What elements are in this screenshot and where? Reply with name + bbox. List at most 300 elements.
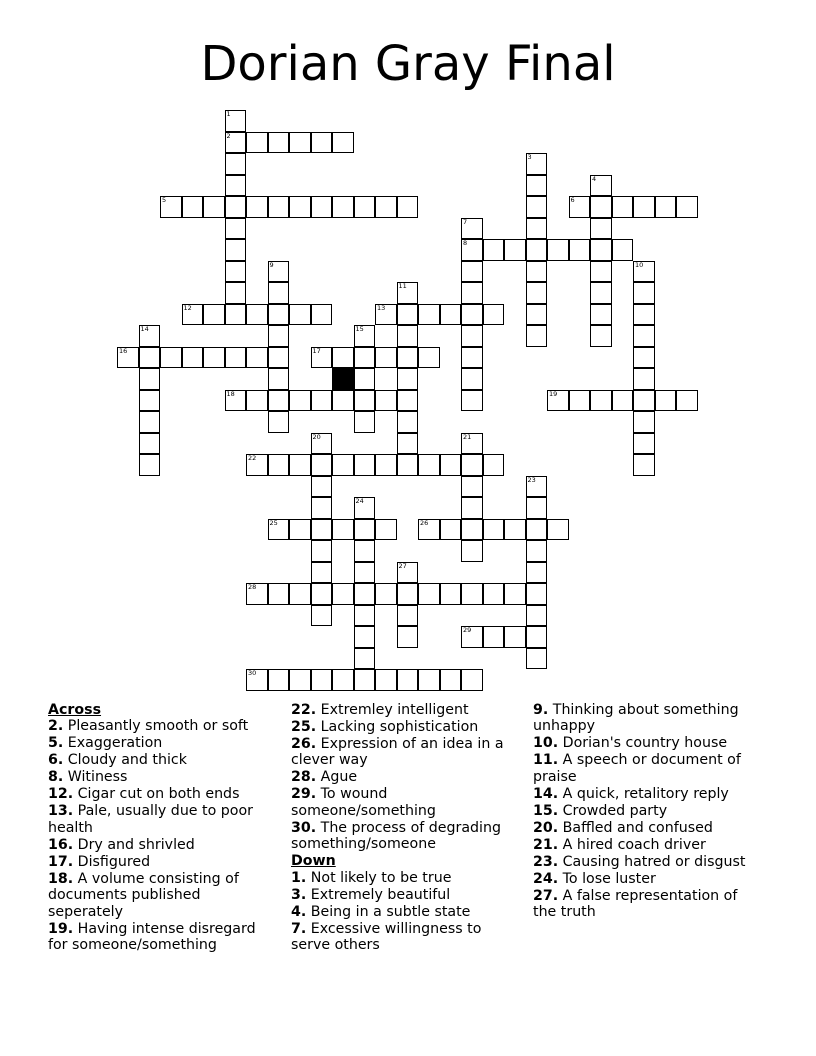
grid-cell[interactable]: [182, 304, 204, 326]
clue-item: [291, 820, 519, 853]
grid-cell[interactable]: [676, 196, 698, 218]
clue-item: [533, 871, 763, 887]
clue-item: [533, 752, 763, 785]
grid-cell[interactable]: [461, 583, 483, 605]
grid-cell[interactable]: [225, 132, 247, 154]
clue-item-number: 2.: [48, 718, 64, 735]
grid-cell[interactable]: [526, 175, 548, 197]
clue-item-text: Crowded party: [558, 802, 668, 819]
down-clue-list-continued: [533, 702, 763, 921]
grid-cell[interactable]: [246, 196, 268, 218]
grid-cell[interactable]: [526, 282, 548, 304]
grid-cell[interactable]: [246, 669, 268, 691]
clue-item-text: Cloudy and thick: [63, 752, 187, 769]
grid-cell[interactable]: [526, 239, 548, 261]
grid-cell[interactable]: [225, 261, 247, 283]
clue-item-text: A volume consisting of documents published seperately: [48, 870, 239, 920]
grid-cell[interactable]: [590, 261, 612, 283]
clue-item-text: Extremely beautiful: [306, 886, 451, 903]
grid-cell[interactable]: [203, 347, 225, 369]
grid-cell[interactable]: [354, 497, 376, 519]
grid-cell[interactable]: [246, 583, 268, 605]
puzzle-title: Dorian Gray Final: [200, 36, 616, 92]
clue-item-number: 3.: [291, 886, 307, 903]
grid-cell[interactable]: [633, 390, 655, 412]
grid-cell[interactable]: [633, 411, 655, 433]
grid-cell[interactable]: [182, 347, 204, 369]
grid-cell[interactable]: [203, 196, 225, 218]
grid-cell[interactable]: [332, 347, 354, 369]
grid-cell[interactable]: [440, 669, 462, 691]
clue-number: 1: [226, 110, 231, 118]
grid-cell[interactable]: [354, 347, 376, 369]
grid-cell[interactable]: [461, 390, 483, 412]
grid-cell[interactable]: [311, 669, 333, 691]
grid-cell[interactable]: [354, 454, 376, 476]
grid-cell[interactable]: [375, 583, 397, 605]
clue-item: [48, 854, 273, 870]
clue-item-text: Thinking about something unhappy: [533, 702, 739, 735]
clue-number: 10: [635, 260, 644, 269]
across-heading: Across: [48, 702, 102, 718]
grid-cell[interactable]: [375, 347, 397, 369]
grid-cell[interactable]: [375, 196, 397, 218]
clue-item-number: 12.: [48, 786, 74, 803]
grid-cell[interactable]: [526, 196, 548, 218]
clue-item-text: Having intense disregard for someone/something: [48, 920, 256, 954]
grid-cell[interactable]: [504, 626, 526, 648]
grid-cell[interactable]: [655, 196, 677, 218]
grid-cell[interactable]: [676, 390, 698, 412]
grid-cell[interactable]: [418, 347, 440, 369]
clue-number: 5: [162, 196, 167, 204]
grid-cell[interactable]: [246, 390, 268, 412]
grid-cell[interactable]: [547, 390, 569, 412]
grid-cell[interactable]: [633, 347, 655, 369]
grid-cell[interactable]: [311, 562, 333, 584]
clue-item-number: 16.: [48, 836, 74, 853]
clue-item-text: Expression of an idea in a clever way: [291, 736, 504, 769]
grid-cell[interactable]: [268, 519, 290, 541]
grid-cell[interactable]: [268, 454, 290, 476]
grid-cell[interactable]: [569, 390, 591, 412]
grid-cell[interactable]: [461, 325, 483, 347]
clue-number: 22: [248, 454, 257, 462]
clue-item-number: 5.: [48, 735, 64, 752]
grid-cell[interactable]: [203, 304, 225, 326]
grid-cell[interactable]: [332, 196, 354, 218]
grid-cell[interactable]: [246, 132, 268, 154]
grid-cell[interactable]: [375, 304, 397, 326]
clue-number: 24: [355, 497, 364, 505]
clue-item: [533, 702, 763, 735]
grid-cell[interactable]: [354, 669, 376, 691]
grid-cell[interactable]: [332, 669, 354, 691]
grid-cell[interactable]: [268, 282, 290, 304]
clue-number: 28: [248, 583, 257, 591]
clue-item: [291, 736, 519, 769]
clue-item-text: Exaggeration: [63, 735, 163, 752]
grid-cell[interactable]: [590, 390, 612, 412]
grid-cell[interactable]: [375, 669, 397, 691]
clue-item-number: 27.: [533, 887, 559, 904]
grid-cell[interactable]: [526, 304, 548, 326]
grid-cell[interactable]: [440, 454, 462, 476]
grid-cell[interactable]: [354, 196, 376, 218]
clue-item: [291, 887, 519, 903]
grid-cell[interactable]: [461, 497, 483, 519]
grid-cell[interactable]: [461, 218, 483, 240]
clue-number: 6: [570, 196, 575, 204]
grid-cell[interactable]: [526, 540, 548, 562]
grid-cell[interactable]: [268, 196, 290, 218]
grid-cell[interactable]: [268, 368, 290, 390]
grid-cell[interactable]: [354, 368, 376, 390]
grid-cell[interactable]: [225, 304, 247, 326]
grid-cell[interactable]: [332, 132, 354, 154]
grid-cell[interactable]: [418, 454, 440, 476]
grid-cell[interactable]: [461, 304, 483, 326]
grid-cell[interactable]: [139, 454, 161, 476]
grid-cell[interactable]: [354, 583, 376, 605]
grid-cell[interactable]: [311, 497, 333, 519]
grid-cell[interactable]: [289, 583, 311, 605]
grid-cell[interactable]: [526, 605, 548, 627]
grid-cell[interactable]: [311, 476, 333, 498]
clue-item: [533, 837, 763, 853]
grid-cell[interactable]: [268, 583, 290, 605]
clue-item-number: 15.: [533, 802, 559, 819]
grid-cell[interactable]: [461, 669, 483, 691]
clue-item-text: To wound someone/something: [291, 786, 436, 819]
clue-item-text: Pale, usually due to poor health: [48, 803, 253, 836]
grid-cell[interactable]: [311, 132, 333, 154]
grid-cell[interactable]: [397, 626, 419, 648]
clue-number: 17: [312, 346, 321, 355]
grid-cell[interactable]: [311, 196, 333, 218]
grid-cell[interactable]: [354, 390, 376, 412]
clue-number: 30: [248, 669, 257, 677]
grid-cell[interactable]: [225, 239, 247, 261]
grid-cell[interactable]: [461, 261, 483, 283]
grid-cell[interactable]: [289, 196, 311, 218]
grid-cell[interactable]: [483, 239, 505, 261]
grid-cell[interactable]: [633, 282, 655, 304]
grid-cell[interactable]: [440, 519, 462, 541]
clue-item-text: Ague: [316, 769, 358, 786]
grid-cell[interactable]: [526, 261, 548, 283]
grid-cell[interactable]: [483, 583, 505, 605]
grid-cell[interactable]: [225, 196, 247, 218]
grid-cell[interactable]: [418, 519, 440, 541]
grid-cell[interactable]: [418, 583, 440, 605]
grid-cell[interactable]: [397, 390, 419, 412]
grid-cell[interactable]: [268, 261, 290, 283]
grid-cell[interactable]: [612, 390, 634, 412]
clue-item-number: 25.: [291, 719, 317, 735]
grid-cell[interactable]: [440, 583, 462, 605]
grid-cell[interactable]: [225, 175, 247, 197]
clue-item-text: Being in a subtle state: [306, 903, 471, 920]
grid-cell[interactable]: [268, 132, 290, 154]
clue-item-text: A hired coach driver: [558, 836, 706, 853]
grid-cell[interactable]: [182, 196, 204, 218]
grid-cell[interactable]: [569, 196, 591, 218]
clue-number: 21: [463, 432, 472, 441]
clue-item-number: 22.: [291, 702, 317, 718]
grid-cell[interactable]: [332, 454, 354, 476]
clue-item: [533, 820, 763, 836]
clue-number: 4: [592, 174, 597, 183]
grid-cell[interactable]: [590, 325, 612, 347]
grid-cell[interactable]: [633, 304, 655, 326]
grid-cell[interactable]: [311, 347, 333, 369]
grid-cell[interactable]: [268, 411, 290, 433]
grid-cell[interactable]: [526, 583, 548, 605]
grid-cell[interactable]: [375, 519, 397, 541]
grid-cell[interactable]: [160, 196, 182, 218]
grid-cell[interactable]: [397, 304, 419, 326]
clue-item: [48, 735, 273, 751]
grid-cell[interactable]: [461, 433, 483, 455]
grid-cell[interactable]: [139, 368, 161, 390]
grid-cell[interactable]: [311, 540, 333, 562]
grid-cell[interactable]: [526, 497, 548, 519]
grid-cell[interactable]: [590, 239, 612, 261]
grid-cell[interactable]: [633, 454, 655, 476]
clue-item-text: The process of degrading something/someone: [291, 819, 501, 853]
grid-cell[interactable]: [612, 196, 634, 218]
grid-cell[interactable]: [246, 454, 268, 476]
grid-cell[interactable]: [225, 110, 247, 132]
clue-number: 26: [420, 518, 429, 527]
grid-cell[interactable]: [397, 454, 419, 476]
grid-cell[interactable]: [268, 390, 290, 412]
grid-cell[interactable]: [289, 519, 311, 541]
grid-cell[interactable]: [461, 347, 483, 369]
grid-cell[interactable]: [311, 605, 333, 627]
grid-cell[interactable]: [547, 519, 569, 541]
grid-cell[interactable]: [332, 583, 354, 605]
clue-number: 19: [549, 389, 558, 398]
grid-cell[interactable]: [268, 325, 290, 347]
clue-number: 16: [119, 346, 128, 355]
grid-cell[interactable]: [397, 669, 419, 691]
grid-cell[interactable]: [311, 433, 333, 455]
grid-cell[interactable]: [160, 347, 182, 369]
grid-cell[interactable]: [354, 605, 376, 627]
grid-cell[interactable]: [354, 540, 376, 562]
clue-item-number: 7.: [291, 920, 307, 937]
grid-cell[interactable]: [461, 239, 483, 261]
grid-cell[interactable]: [590, 196, 612, 218]
grid-cell[interactable]: [289, 669, 311, 691]
clue-number: 7: [463, 217, 468, 226]
grid-cell[interactable]: [633, 261, 655, 283]
grid-cell[interactable]: [268, 669, 290, 691]
grid-cell[interactable]: [354, 626, 376, 648]
grid-cell[interactable]: [139, 433, 161, 455]
clue-item: [291, 921, 519, 954]
grid-cell[interactable]: [633, 325, 655, 347]
grid-cell[interactable]: [246, 304, 268, 326]
clue-item-number: 26.: [291, 736, 317, 752]
grid-cell[interactable]: [397, 347, 419, 369]
clue-item-number: 14.: [533, 785, 559, 802]
grid-cell[interactable]: [225, 218, 247, 240]
grid-cell[interactable]: [483, 304, 505, 326]
grid-cell[interactable]: [655, 390, 677, 412]
clue-item-number: 28.: [291, 769, 317, 786]
clue-item: [291, 719, 519, 735]
grid-cell[interactable]: [633, 196, 655, 218]
grid-cell[interactable]: [139, 325, 161, 347]
grid-cell[interactable]: [590, 218, 612, 240]
clue-item: [291, 786, 519, 819]
grid-cell[interactable]: [354, 519, 376, 541]
grid-cell[interactable]: [139, 390, 161, 412]
grid-cell[interactable]: [526, 562, 548, 584]
grid-cell[interactable]: [461, 368, 483, 390]
grid-cell[interactable]: [461, 519, 483, 541]
grid-cell[interactable]: [633, 433, 655, 455]
grid-cell[interactable]: [590, 282, 612, 304]
grid-cell[interactable]: [139, 347, 161, 369]
grid-cell[interactable]: [289, 390, 311, 412]
clue-item-number: 9.: [533, 702, 549, 718]
grid-cell[interactable]: [354, 562, 376, 584]
grid-cell[interactable]: [612, 239, 634, 261]
clue-item-number: 11.: [533, 752, 559, 769]
grid-cell[interactable]: [397, 583, 419, 605]
grid-cell[interactable]: [332, 519, 354, 541]
grid-cell[interactable]: [526, 218, 548, 240]
grid-cell[interactable]: [397, 433, 419, 455]
grid-cell[interactable]: [397, 325, 419, 347]
grid-cell[interactable]: [397, 282, 419, 304]
grid-cell[interactable]: [526, 476, 548, 498]
grid-cell[interactable]: [504, 519, 526, 541]
grid-cell[interactable]: [569, 239, 591, 261]
grid-cell[interactable]: [526, 325, 548, 347]
grid-cell[interactable]: [483, 454, 505, 476]
clue-item: [48, 837, 273, 853]
clue-item: [533, 888, 763, 921]
grid-cell[interactable]: [225, 390, 247, 412]
grid-cell[interactable]: [311, 390, 333, 412]
grid-cell[interactable]: [504, 239, 526, 261]
grid-cell[interactable]: [311, 454, 333, 476]
grid-cell[interactable]: [311, 519, 333, 541]
grid-cell[interactable]: [225, 282, 247, 304]
clue-number: 11: [398, 282, 407, 290]
clues-column-3: [533, 702, 763, 921]
clue-item-text: Baffled and confused: [558, 819, 713, 836]
grid-cell[interactable]: [354, 411, 376, 433]
grid-cell[interactable]: [526, 519, 548, 541]
clue-number: 23: [527, 475, 536, 484]
grid-cell[interactable]: [311, 583, 333, 605]
grid-cell[interactable]: [526, 153, 548, 175]
grid-cell[interactable]: [225, 153, 247, 175]
clue-item: [48, 752, 273, 768]
grid-cell[interactable]: [526, 626, 548, 648]
clues-column-1: [48, 702, 273, 954]
grid-cell[interactable]: [117, 347, 139, 369]
grid-cell[interactable]: [354, 648, 376, 670]
grid-cell[interactable]: [225, 347, 247, 369]
grid-cell[interactable]: [375, 390, 397, 412]
clue-item-text: Causing hatred or disgust: [558, 853, 746, 870]
grid-cell[interactable]: [397, 368, 419, 390]
clue-number: 3: [527, 153, 532, 161]
grid-cell[interactable]: [461, 454, 483, 476]
clue-item: [48, 786, 273, 802]
grid-cell[interactable]: [461, 540, 483, 562]
grid-cell[interactable]: [354, 325, 376, 347]
grid-cell[interactable]: [397, 605, 419, 627]
grid-cell[interactable]: [311, 304, 333, 326]
clue-item-text: Excessive willingness to serve others: [291, 920, 482, 954]
grid-cell[interactable]: [461, 282, 483, 304]
grid-cell[interactable]: [289, 454, 311, 476]
grid-cell[interactable]: [526, 648, 548, 670]
clue-number: 25: [269, 518, 278, 527]
grid-cell[interactable]: [397, 562, 419, 584]
grid-cell[interactable]: [289, 132, 311, 154]
grid-cell[interactable]: [375, 454, 397, 476]
clue-item-text: Disfigured: [73, 853, 151, 870]
clue-item-number: 6.: [48, 752, 64, 769]
clue-item-number: 17.: [48, 853, 74, 870]
grid-cell[interactable]: [268, 347, 290, 369]
grid-cell[interactable]: [461, 626, 483, 648]
grid-cell[interactable]: [289, 304, 311, 326]
grid-cell[interactable]: [461, 476, 483, 498]
grid-cell[interactable]: [504, 583, 526, 605]
clue-item-text: A false representation of the truth: [533, 887, 738, 921]
clue-number: 9: [269, 260, 274, 269]
clue-item-number: 23.: [533, 853, 559, 870]
grid-cell[interactable]: [332, 390, 354, 412]
grid-cell[interactable]: [397, 411, 419, 433]
clue-item-number: 4.: [291, 903, 307, 920]
grid-cell[interactable]: [246, 347, 268, 369]
grid-cell[interactable]: [418, 304, 440, 326]
grid-cell[interactable]: [397, 196, 419, 218]
clue-item-text: Dorian's country house: [558, 735, 728, 752]
grid-cell[interactable]: [590, 175, 612, 197]
clue-item: [291, 769, 519, 785]
clue-item: [291, 702, 519, 718]
grid-cell[interactable]: [633, 368, 655, 390]
clue-item: [48, 921, 273, 954]
grid-cell[interactable]: [590, 304, 612, 326]
clue-item: [533, 803, 763, 819]
grid-cell[interactable]: [483, 626, 505, 648]
clue-item-text: Not likely to be true: [306, 869, 452, 886]
grid-cell[interactable]: [547, 239, 569, 261]
clue-item-text: To lose luster: [558, 870, 656, 887]
grid-cell[interactable]: [139, 411, 161, 433]
clue-item: [48, 718, 273, 734]
clue-number: 14: [140, 325, 149, 333]
grid-cell[interactable]: [440, 304, 462, 326]
grid-cell[interactable]: [268, 304, 290, 326]
clue-number: 29: [463, 626, 472, 634]
grid-cell[interactable]: [483, 519, 505, 541]
grid-cell[interactable]: [418, 669, 440, 691]
